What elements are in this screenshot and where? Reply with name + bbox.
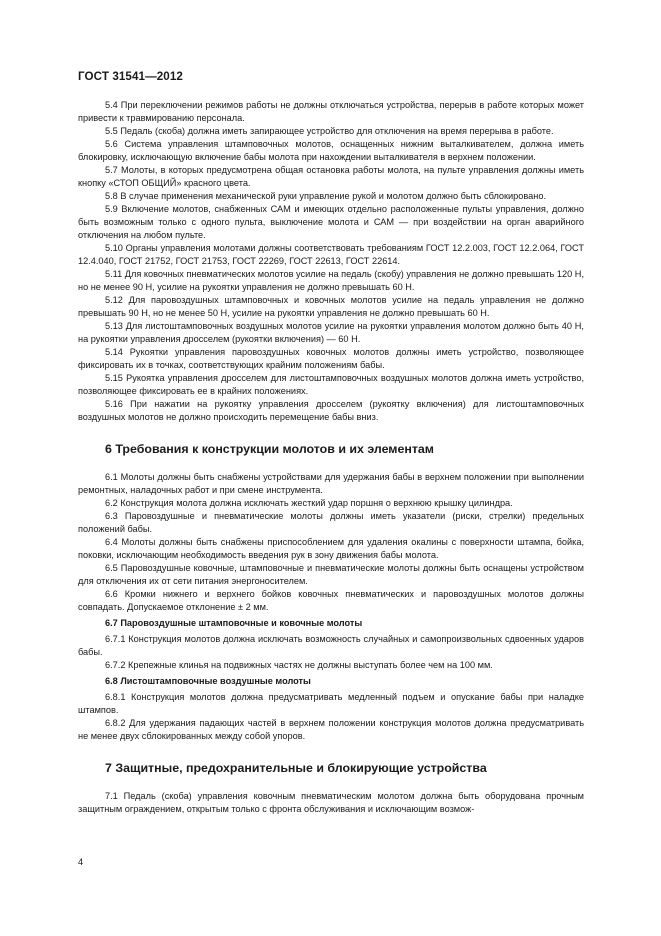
paragraph-7-1: 7.1 Педаль (скоба) управления ковочным пневматическим молотом должна быть оборудована прочным защитным ограждением, открытым только с фронта обслуживания и исключающим возмож- xyxy=(78,791,584,814)
paragraph-5-10: 5.10 Органы управления молотами должны соответствовать требованиям ГОСТ 12.2.003, ГОСТ 12.2.064, ГОСТ 12.4.040, ГОСТ 21752, ГОСТ 21753, ГОСТ 22269, ГОСТ 22613, ГОСТ 22614. xyxy=(78,243,584,266)
paragraph-6-8-2: 6.8.2 Для удержания падающих частей в верхнем положении конструкция молотов должна предусматривать не менее двух сблокированных между собой упоров. xyxy=(78,718,584,741)
paragraph-5-6: 5.6 Система управления штамповочных молотов, оснащенных нижним выталкивателем, должна иметь блокировку, исключающую включение бабы молота при нахождении выталкивателя в верхнем положении. xyxy=(78,139,584,162)
paragraph-5-15: 5.15 Рукоятка управления дросселем для листоштамповочных воздушных молотов должна иметь устройство, позволяющее фиксировать ее в крайних положениях. xyxy=(78,373,584,396)
paragraph-6-6: 6.6 Кромки нижнего и верхнего бойков ковочных пневматических и паровоздушных молотов должны совпадать. Допускаемое отклонение ± 2 мм. xyxy=(78,589,584,612)
subsection-6-7-heading: 6.7 Паровоздушные штамповочные и ковочные молоты xyxy=(105,618,363,628)
document-header: ГОСТ 31541—2012 xyxy=(78,70,183,83)
paragraph-5-11: 5.11 Для ковочных пневматических молотов усилие на педаль (скобу) управления не должно превышать 120 Н, но не менее 90 Н, усилие на рукоятки управления не должно превышать 60 Н. xyxy=(78,269,584,292)
paragraph-6-7-2: 6.7.2 Крепежные клинья на подвижных частях не должны выступать более чем на 100 мм. xyxy=(105,660,493,670)
paragraph-6-1: 6.1 Молоты должны быть снабжены устройствами для удержания бабы в верхнем положении при выполнении ремонтных, наладочных работ и при смене инструмента. xyxy=(78,472,584,495)
section-7-heading: 7 Защитные, предохранительные и блокирующие устройства xyxy=(105,761,487,775)
paragraph-5-13: 5.13 Для листоштамповочных воздушных молотов усилие на рукоятки управления молотом должно быть 40 Н, на рукоятки управления дросселем (рукоятки включения) — 60 Н. xyxy=(78,321,584,344)
paragraph-5-9: 5.9 Включение молотов, снабженных САМ и имеющих отдельно расположенные пульты управления, должно быть возможным только с одного пульта, выключение молота и САМ — при воздействии на орган аварийного отключения на любом пульте. xyxy=(78,204,584,240)
subsection-6-8-heading: 6.8 Листоштамповочные воздушные молоты xyxy=(105,676,311,686)
paragraph-5-5: 5.5 Педаль (скоба) должна иметь запирающее устройство для отключения на время перерыва в работе. xyxy=(105,126,554,136)
section-6-heading: 6 Требования к конструкции молотов и их элементам xyxy=(105,442,434,456)
paragraph-6-4: 6.4 Молоты должны быть снабжены приспособлением для удаления окалины с поверхности штампа, бойка, поковки, исключающим необходимость введения рук в зону движения бабы молота. xyxy=(78,537,584,560)
paragraph-5-7: 5.7 Молоты, в которых предусмотрена общая остановка работы молота, на пульте управления должны иметь кнопку «СТОП ОБЩИЙ» красного цвета. xyxy=(78,165,584,188)
paragraph-5-8: 5.8 В случае применения механической руки управление рукой и молотом должно быть сблокировано. xyxy=(105,191,547,201)
paragraph-6-3: 6.3 Паровоздушные и пневматические молоты должны иметь указатели (риски, стрелки) предельных положений бабы. xyxy=(78,511,584,534)
paragraph-5-4: 5.4 При переключении режимов работы не должны отключаться устройства, перерыв в работе которых может привести к травмированию персонала. xyxy=(78,100,584,123)
paragraph-5-14: 5.14 Рукоятки управления паровоздушных ковочных молотов должны иметь устройство, позволяющее фиксировать их в точках, соответствующих крайним положениям бабы. xyxy=(78,347,584,370)
paragraph-6-7-1: 6.7.1 Конструкция молотов должна исключать возможность случайных и самопроизвольных сдвоенных ударов бабы. xyxy=(78,634,584,657)
paragraph-5-16: 5.16 При нажатии на рукоятку управления дросселем (рукоятку включения) для листоштамповочных воздушных молотов не должно происходить перемещение бабы вниз. xyxy=(78,399,584,422)
document-body xyxy=(78,99,584,816)
paragraph-5-12: 5.12 Для паровоздушных штамповочных и ковочных молотов усилие на педаль управления не должно превышать 90 Н, но не менее 50 Н, усилие на рукоятки управления не должно превышать 60 Н. xyxy=(78,295,584,318)
paragraph-6-2: 6.2 Конструкция молота должна исключать жесткий удар поршня о верхнюю крышку цилиндра. xyxy=(105,498,513,508)
page-number: 4 xyxy=(78,857,84,867)
paragraph-6-5: 6.5 Паровоздушные ковочные, штамповочные и пневматические молоты должны быть оснащены устройством для отключения их от сети питания энергоносителем. xyxy=(78,563,584,586)
paragraph-6-8-1: 6.8.1 Конструкция молотов должна предусматривать медленный подъем и опускание бабы при наладке штампов. xyxy=(78,692,584,715)
